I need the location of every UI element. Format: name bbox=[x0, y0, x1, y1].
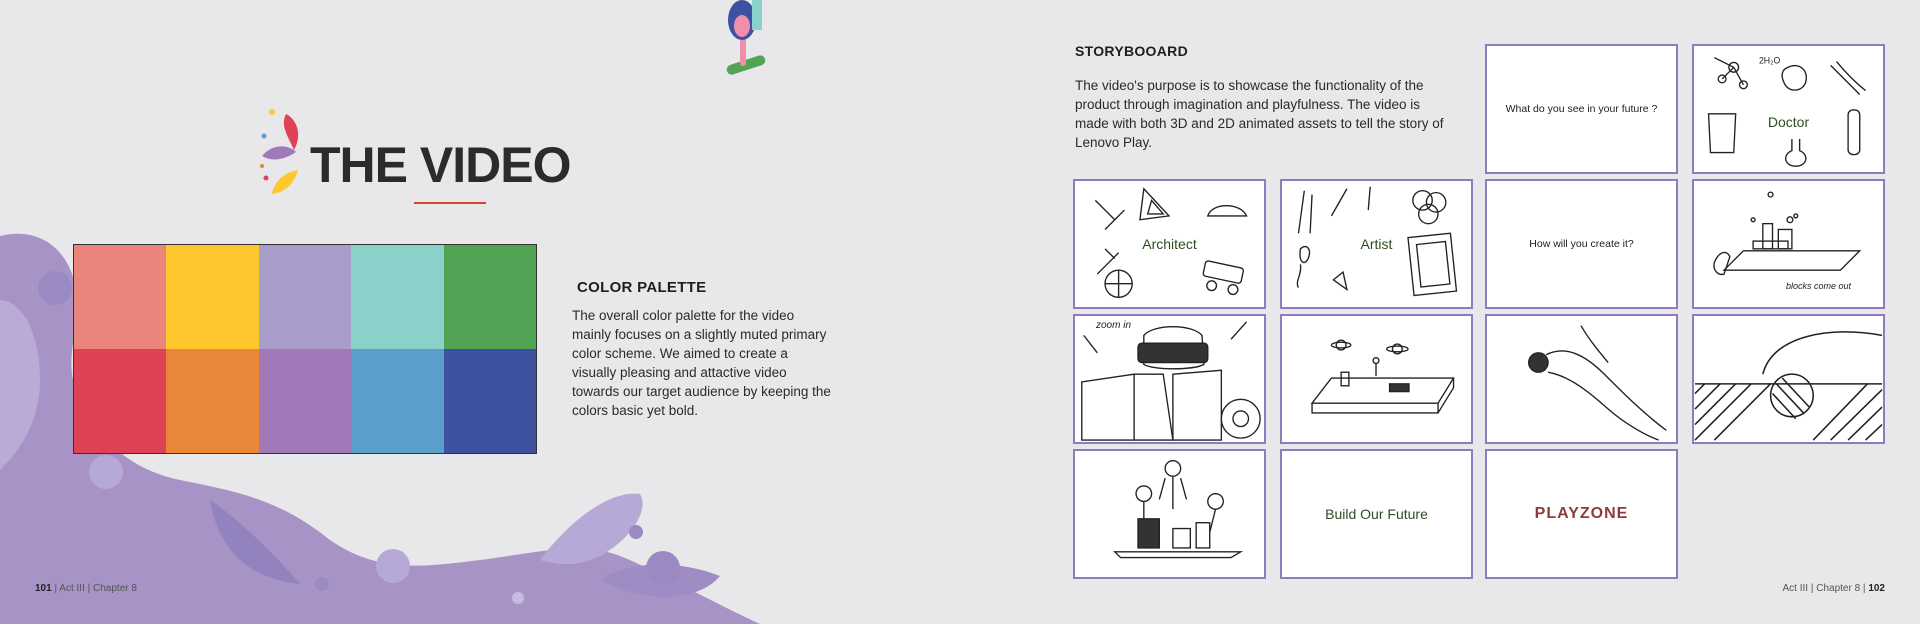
storyboard-frame-kids-building bbox=[1073, 449, 1266, 579]
page-number-right: 102 bbox=[1868, 583, 1885, 594]
storyboard-frame-hand-coin bbox=[1485, 314, 1678, 444]
title-block bbox=[258, 106, 598, 206]
storyboard-heading: STORYBOOARD bbox=[1075, 43, 1188, 59]
playzone-logo: PLAYZONE bbox=[1534, 505, 1629, 522]
folio-left-text: | Act III | Chapter 8 bbox=[51, 583, 137, 594]
storyboard-frame-blocks bbox=[1692, 179, 1885, 309]
storyboard-frame-coin-slot bbox=[1692, 314, 1885, 444]
frame-caption: Build Our Future bbox=[1325, 506, 1428, 522]
color-palette-grid bbox=[73, 244, 537, 454]
color-swatch-7 bbox=[166, 349, 258, 453]
frame-caption: How will you create it? bbox=[1529, 238, 1634, 250]
color-swatch-5 bbox=[444, 245, 536, 349]
color-palette-description: The overall color palette for the video mainly focuses on a slightly muted primary color scheme. We aimed to create a visually pleasing and attactive video towards our target audience by keeping the colors basic yet bold. bbox=[572, 308, 831, 418]
color-swatch-9 bbox=[351, 349, 443, 453]
storyboard-frame-doctor bbox=[1692, 44, 1885, 174]
frame-caption: Doctor bbox=[1767, 114, 1810, 130]
storyboard-frame-question-create bbox=[1485, 179, 1678, 309]
color-swatch-2 bbox=[166, 245, 258, 349]
frame-caption: blocks come out bbox=[1785, 281, 1852, 291]
storyboard-frame-artist bbox=[1280, 179, 1473, 309]
storyboard-frame-playzone bbox=[1485, 449, 1678, 579]
color-splash-icon bbox=[258, 106, 318, 196]
page-number-left: 101 bbox=[35, 583, 52, 594]
page-title: THE VIDEO bbox=[310, 137, 571, 193]
hand-coin-sketch-icon bbox=[1487, 316, 1676, 442]
storyboard-frame-architect bbox=[1073, 179, 1266, 309]
storyboard-frame-question-future bbox=[1485, 44, 1678, 174]
rocket-illustration-icon bbox=[716, 0, 772, 86]
storyboard-frame-table-planets bbox=[1280, 314, 1473, 444]
color-swatch-8 bbox=[259, 349, 351, 453]
color-swatch-1 bbox=[74, 245, 166, 349]
table-planets-sketch-icon bbox=[1282, 316, 1471, 442]
color-swatch-4 bbox=[351, 245, 443, 349]
storyboard-frame-zoom-in bbox=[1073, 314, 1266, 444]
frame-caption: Artist bbox=[1360, 236, 1393, 252]
color-palette-heading: COLOR PALETTE bbox=[577, 279, 707, 296]
folio-left bbox=[35, 583, 137, 594]
doctor-sketch-icon bbox=[1694, 46, 1883, 172]
kids-building-sketch-icon bbox=[1075, 451, 1264, 577]
svg-text:2H₂O: 2H₂O bbox=[1758, 55, 1781, 66]
folio-right-text: Act III | Chapter 8 | bbox=[1782, 583, 1869, 594]
coin-slot-sketch-icon bbox=[1694, 316, 1883, 442]
color-swatch-10 bbox=[444, 349, 536, 453]
title-underline bbox=[414, 202, 486, 204]
frame-caption: zoom in bbox=[1095, 320, 1131, 331]
color-swatch-6 bbox=[74, 349, 166, 453]
storyboard-description: The video's purpose is to showcase the functionality of the product through imagination and playfulness. The video is made with both 3D and 2D animated assets to tell the story of Lenovo Play. bbox=[1075, 78, 1444, 150]
color-swatch-3 bbox=[259, 245, 351, 349]
frame-caption: Architect bbox=[1142, 236, 1197, 252]
folio-right bbox=[1783, 583, 1885, 594]
vr-headset-sketch-icon bbox=[1075, 316, 1264, 442]
storyboard-frame-build-future bbox=[1280, 449, 1473, 579]
frame-caption: What do you see in your future ? bbox=[1505, 103, 1658, 115]
